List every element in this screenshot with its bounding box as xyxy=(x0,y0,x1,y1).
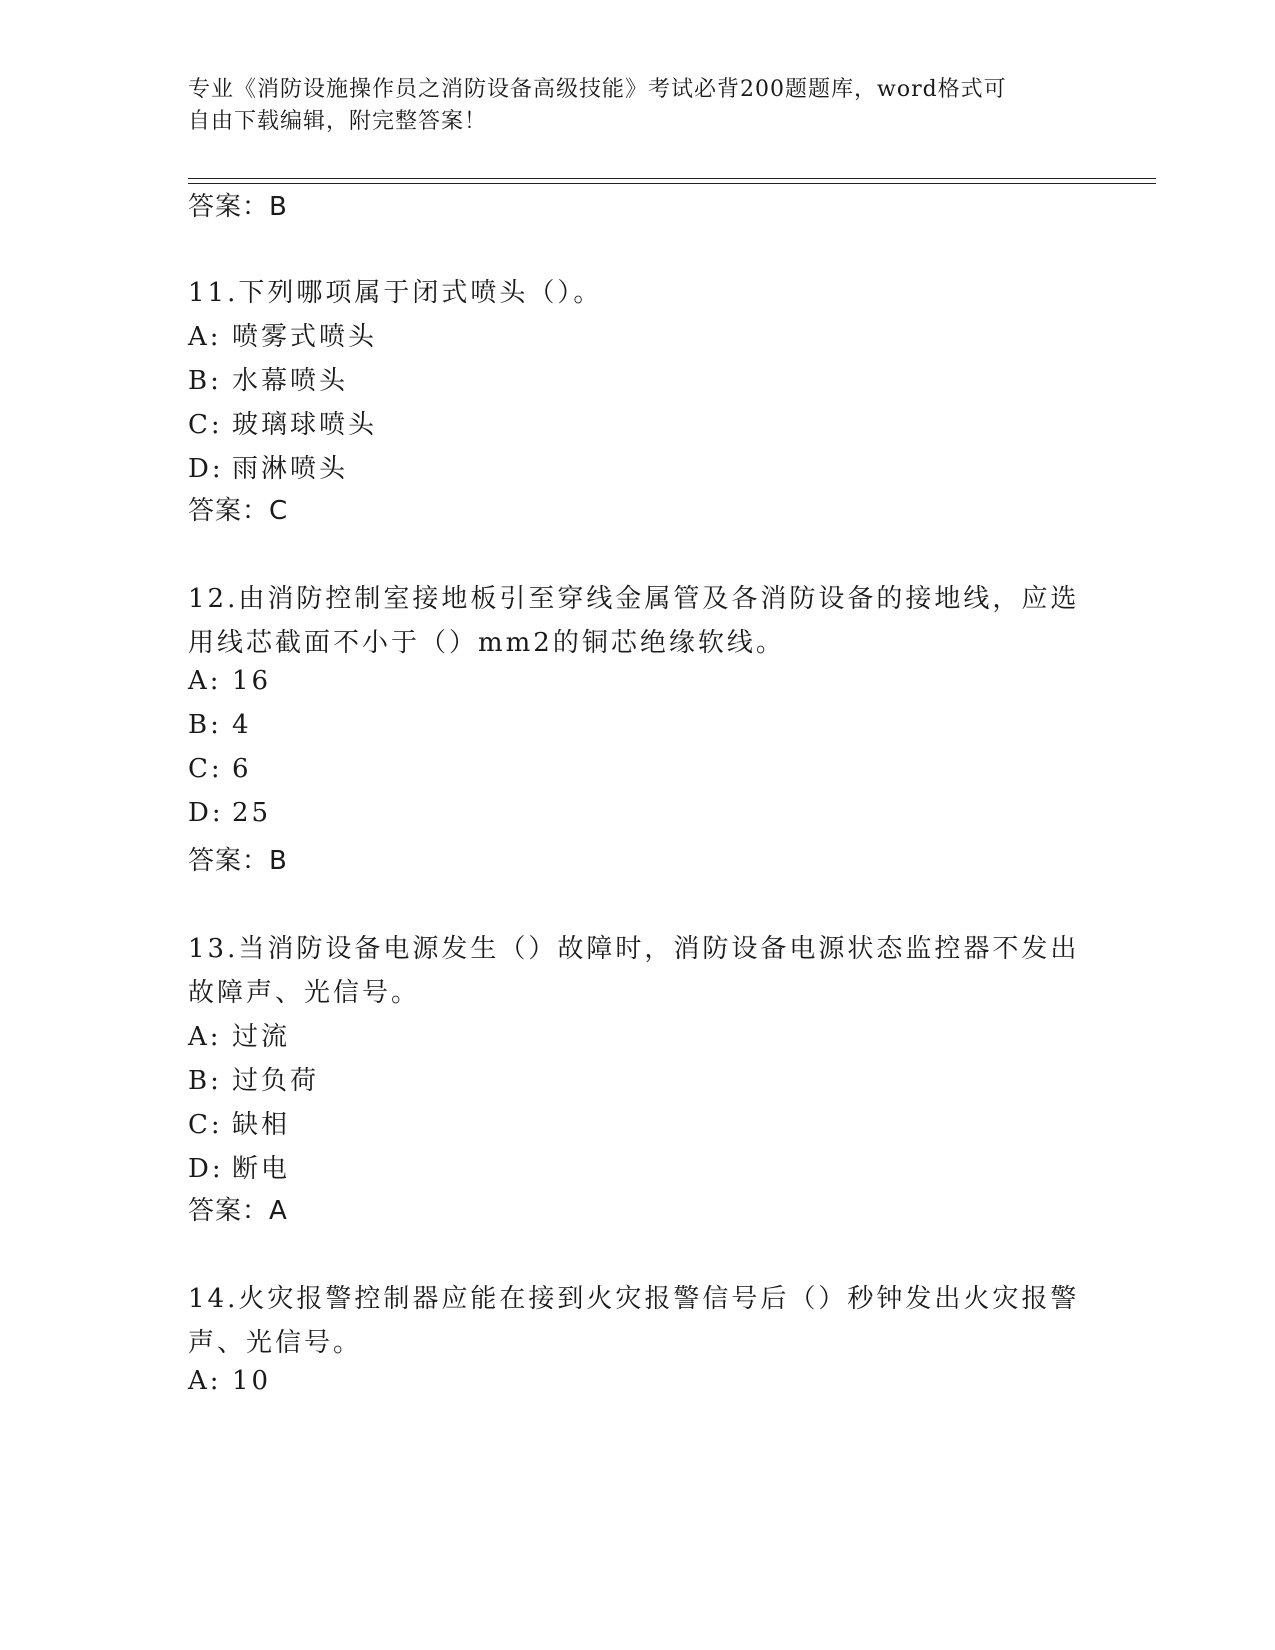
question-14-stem-line-1: 14.火灾报警控制器应能在接到火灾报警信号后（）秒钟发出火灾报警 xyxy=(188,1284,1080,1314)
question-12-option-d xyxy=(188,798,271,828)
document-header xyxy=(188,74,1068,138)
question-12-stem-line-1: 12.由消防控制室接地板引至穿线金属管及各消防设备的接地线，应选 xyxy=(188,584,1080,614)
option-label: A: xyxy=(188,322,222,352)
option-text: 缺相 xyxy=(232,1110,291,1140)
question-14-stem-line-2: 声、光信号。 xyxy=(188,1328,363,1358)
option-text: 玻璃球喷头 xyxy=(232,410,378,440)
question-13-option-c xyxy=(188,1104,290,1141)
question-13-stem-line-2: 故障声、光信号。 xyxy=(188,978,421,1008)
question-14-option-a xyxy=(188,1366,271,1396)
question-13-option-d xyxy=(188,1148,290,1185)
option-text: 喷雾式喷头 xyxy=(232,322,378,352)
option-label: A: xyxy=(188,666,222,696)
question-11-option-a xyxy=(188,316,377,353)
option-label: B: xyxy=(188,1066,222,1096)
question-13-option-a xyxy=(188,1016,290,1053)
question-12-option-c xyxy=(188,754,252,784)
question-11-option-d xyxy=(188,448,348,485)
option-label: D: xyxy=(188,1154,224,1184)
option-label: D: xyxy=(188,454,224,484)
option-label: A: xyxy=(188,1366,222,1396)
option-label: C: xyxy=(188,410,223,440)
option-label: D: xyxy=(188,798,224,828)
option-text: 25 xyxy=(232,798,272,828)
previous-answer: 答案：B xyxy=(188,192,288,222)
question-12-option-a xyxy=(188,666,271,696)
question-11-option-b xyxy=(188,360,348,397)
header-divider-top xyxy=(188,178,1156,179)
question-12-stem-line-2: 用线芯截面不小于（）mm2的铜芯绝缘软线。 xyxy=(188,628,785,658)
option-text: 16 xyxy=(232,666,272,696)
option-text: 水幕喷头 xyxy=(232,366,349,396)
question-13-answer: 答案：A xyxy=(188,1196,288,1226)
option-text: 过负荷 xyxy=(232,1066,320,1096)
option-label: B: xyxy=(188,710,222,740)
option-label: C: xyxy=(188,754,223,784)
header-divider-bottom xyxy=(188,183,1156,184)
question-11-answer: 答案：C xyxy=(188,496,289,526)
option-text: 断电 xyxy=(232,1154,291,1184)
question-13-option-b xyxy=(188,1060,319,1097)
question-13-stem-line-1: 13.当消防设备电源发生（）故障时，消防设备电源状态监控器不发出 xyxy=(188,934,1080,964)
question-11-stem: 11.下列哪项属于闭式喷头（）。 xyxy=(188,278,603,308)
option-label: B: xyxy=(188,366,222,396)
option-label: A: xyxy=(188,1022,222,1052)
option-text: 过流 xyxy=(232,1022,291,1052)
option-text: 10 xyxy=(232,1366,272,1396)
question-11-option-c xyxy=(188,404,377,441)
question-12-answer: 答案：B xyxy=(188,846,288,876)
header-line-1: 专业《消防设施操作员之消防设备高级技能》考试必背200题题库，word格式可 xyxy=(188,77,1007,102)
option-text: 4 xyxy=(232,710,252,740)
question-12-option-b xyxy=(188,710,252,740)
option-text: 6 xyxy=(232,754,252,784)
header-line-2: 自由下载编辑，附完整答案！ xyxy=(188,109,488,134)
option-text: 雨淋喷头 xyxy=(232,454,349,484)
option-label: C: xyxy=(188,1110,223,1140)
